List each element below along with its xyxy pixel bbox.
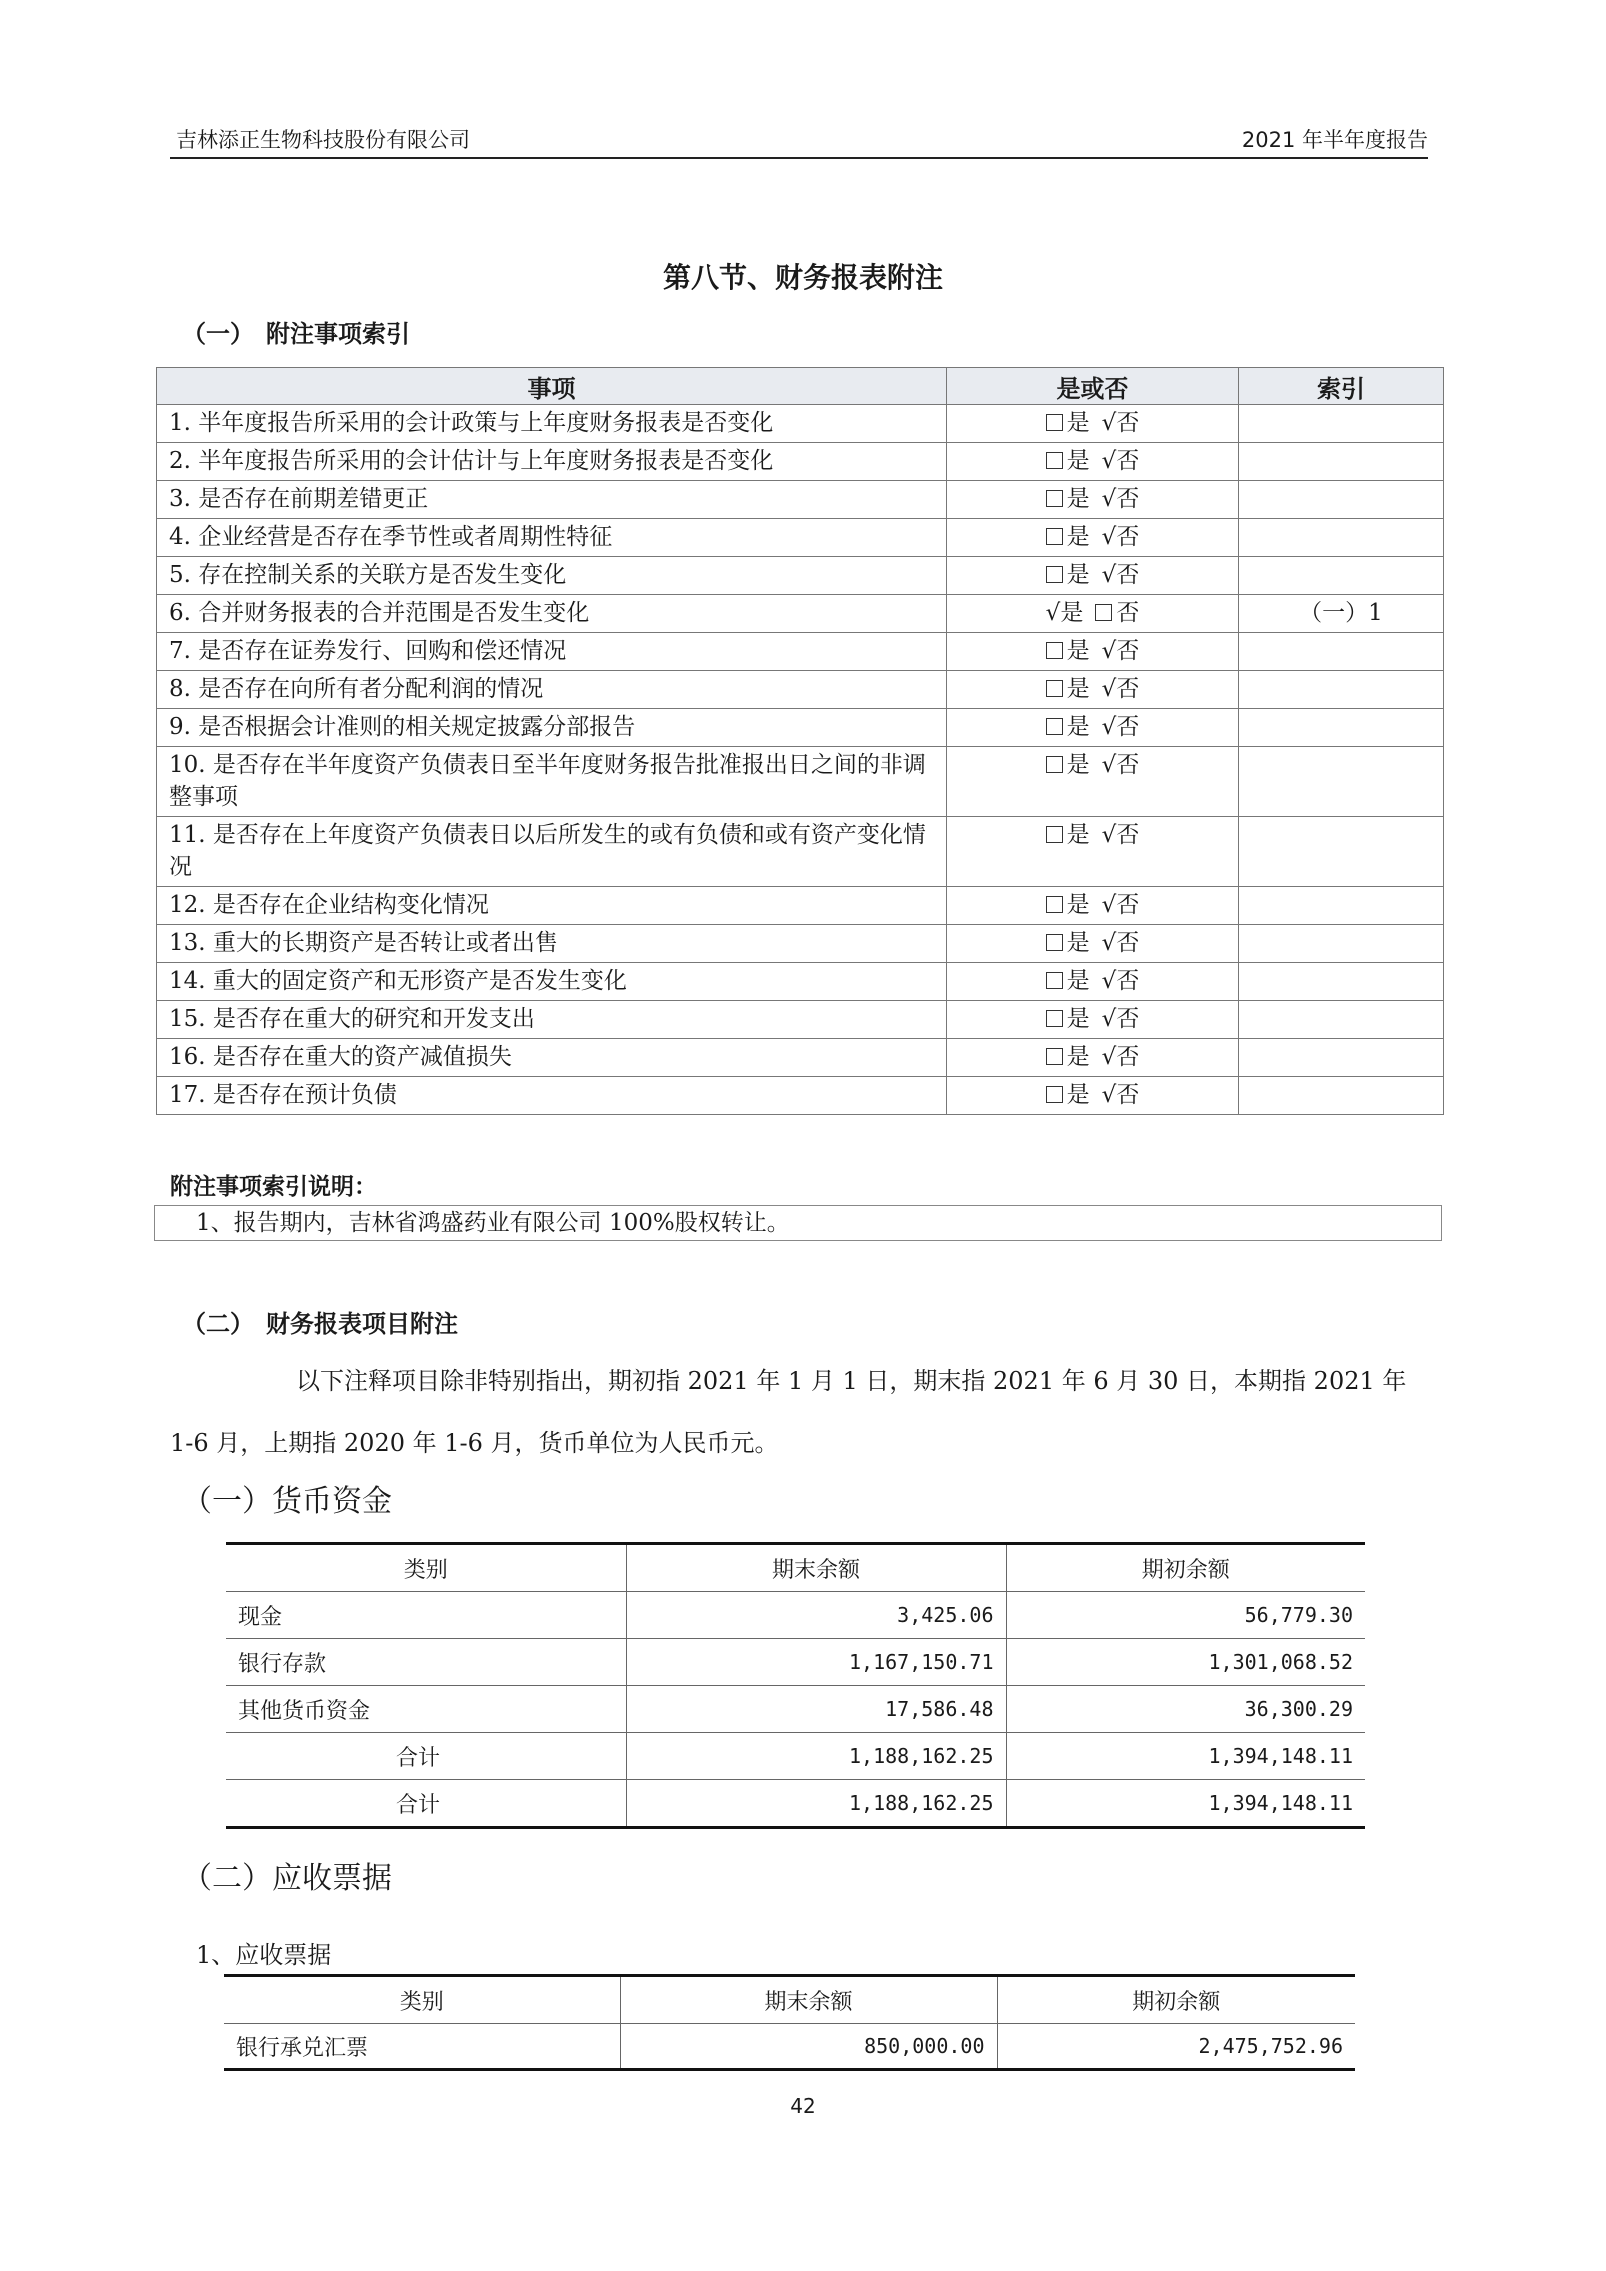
yes-no-cell (947, 747, 1239, 817)
yes-no-cell (947, 633, 1239, 671)
cash-heading: （一）货币资金 (182, 1484, 392, 1519)
ending-balance-cell: 17,586.48 (626, 1686, 1006, 1733)
empty-checkbox-icon (1046, 896, 1063, 913)
no-label: 否 (1116, 410, 1140, 436)
check-mark-icon: √ (1101, 1082, 1117, 1108)
table-row (226, 1639, 1365, 1686)
yes-option (1046, 638, 1090, 664)
no-option (1102, 486, 1140, 512)
no-option (1102, 638, 1140, 664)
table-row (157, 557, 1444, 595)
column-header: 是或否 (947, 368, 1239, 405)
table-row (157, 595, 1444, 633)
no-label: 否 (1116, 562, 1140, 588)
yes-label: 是 (1066, 930, 1090, 956)
yes-label: 是 (1066, 562, 1090, 588)
index-reference (1239, 443, 1444, 481)
index-reference (1239, 633, 1444, 671)
check-mark-icon: √ (1101, 968, 1117, 994)
no-option (1102, 1006, 1140, 1032)
table-row (157, 405, 1444, 443)
table-row (157, 709, 1444, 747)
ending-balance-cell: 1,188,162.25 (626, 1733, 1006, 1780)
no-label: 否 (1116, 714, 1140, 740)
column-header: 期初余额 (997, 1976, 1355, 2024)
no-option (1102, 714, 1140, 740)
index-item-text: 12. 是否存在企业结构变化情况 (157, 887, 947, 925)
header-company: 吉林添正生物科技股份有限公司 (176, 128, 470, 152)
index-reference (1239, 817, 1444, 887)
yes-option (1046, 1006, 1090, 1032)
yes-label: 是 (1066, 676, 1090, 702)
empty-checkbox-icon (1046, 452, 1063, 469)
index-reference (1239, 671, 1444, 709)
index-item-text: 16. 是否存在重大的资产减值损失 (157, 1039, 947, 1077)
index-item-text: 15. 是否存在重大的研究和开发支出 (157, 1001, 947, 1039)
ending-balance-cell: 3,425.06 (626, 1592, 1006, 1639)
table-row (226, 1592, 1365, 1639)
category-cell: 其他货币资金 (226, 1686, 626, 1733)
column-header: 期初余额 (1006, 1544, 1365, 1592)
no-label: 否 (1116, 1082, 1140, 1108)
check-mark-icon: √ (1101, 892, 1117, 918)
no-label: 否 (1116, 1006, 1140, 1032)
table-header-row (226, 1544, 1365, 1592)
yes-option (1046, 448, 1090, 474)
table-row (157, 925, 1444, 963)
no-option (1102, 676, 1140, 702)
check-mark-icon: √ (1045, 600, 1061, 626)
empty-checkbox-icon (1095, 604, 1112, 621)
no-option (1102, 892, 1140, 918)
index-reference (1239, 1039, 1444, 1077)
table-row (226, 1733, 1365, 1780)
cash-table (226, 1542, 1365, 1829)
column-header: 事项 (157, 368, 947, 405)
empty-checkbox-icon (1046, 826, 1063, 843)
table-row (157, 671, 1444, 709)
no-label: 否 (1116, 822, 1140, 848)
column-header: 索引 (1239, 368, 1444, 405)
yes-label: 是 (1066, 410, 1090, 436)
check-mark-icon: √ (1101, 752, 1117, 778)
beginning-balance-cell: 2,475,752.96 (997, 2024, 1355, 2070)
category-cell: 银行承兑汇票 (224, 2024, 620, 2070)
check-mark-icon: √ (1101, 822, 1117, 848)
items-section-title: （二） 财务报表项目附注 (182, 1309, 458, 1338)
no-option (1102, 930, 1140, 956)
yes-label: 是 (1066, 1082, 1090, 1108)
no-option (1102, 562, 1140, 588)
yes-option (1046, 714, 1090, 740)
table-row (157, 481, 1444, 519)
yes-no-cell (947, 709, 1239, 747)
yes-no-cell (947, 1039, 1239, 1077)
index-note-text: 1、报告期内，吉林省鸿盛药业有限公司 100%股权转让。 (196, 1210, 790, 1236)
yes-option (1046, 600, 1084, 626)
table-row (157, 887, 1444, 925)
beginning-balance-cell: 1,301,068.52 (1006, 1639, 1365, 1686)
receivables-subheading: 1、应收票据 (196, 1941, 332, 1969)
beginning-balance-cell: 1,394,148.11 (1006, 1780, 1365, 1828)
table-row (157, 443, 1444, 481)
check-mark-icon: √ (1101, 524, 1117, 550)
no-label: 否 (1116, 1044, 1140, 1070)
ending-balance-cell: 1,167,150.71 (626, 1639, 1006, 1686)
receivables-heading: （二）应收票据 (182, 1861, 392, 1896)
yes-no-cell (947, 1001, 1239, 1039)
index-item-text: 7. 是否存在证券发行、回购和偿还情况 (157, 633, 947, 671)
empty-checkbox-icon (1046, 528, 1063, 545)
index-item-text: 3. 是否存在前期差错更正 (157, 481, 947, 519)
column-header: 期末余额 (620, 1976, 997, 2024)
no-option (1102, 822, 1140, 848)
no-label: 否 (1116, 892, 1140, 918)
yes-label: 是 (1066, 752, 1090, 778)
table-row (157, 1077, 1444, 1115)
yes-no-cell (947, 671, 1239, 709)
yes-label: 是 (1066, 448, 1090, 474)
index-reference (1239, 963, 1444, 1001)
no-option (1102, 410, 1140, 436)
index-reference (1239, 405, 1444, 443)
yes-no-cell (947, 557, 1239, 595)
category-cell: 合计 (226, 1780, 626, 1828)
no-label: 否 (1116, 448, 1140, 474)
no-option (1102, 1044, 1140, 1070)
section-title: 第八节、财务报表附注 (662, 261, 943, 294)
no-label: 否 (1116, 752, 1140, 778)
yes-option (1046, 1044, 1090, 1070)
no-label: 否 (1116, 968, 1140, 994)
yes-label: 是 (1066, 892, 1090, 918)
check-mark-icon: √ (1101, 1044, 1117, 1070)
yes-label: 是 (1066, 714, 1090, 740)
index-note-title: 附注事项索引说明： (170, 1173, 377, 1200)
empty-checkbox-icon (1046, 642, 1063, 659)
table-row (157, 747, 1444, 817)
index-item-text: 8. 是否存在向所有者分配利润的情况 (157, 671, 947, 709)
table-row (226, 1686, 1365, 1733)
column-header: 类别 (226, 1544, 626, 1592)
empty-checkbox-icon (1046, 566, 1063, 583)
check-mark-icon: √ (1101, 638, 1117, 664)
yes-option (1046, 1082, 1090, 1108)
yes-label: 是 (1066, 1006, 1090, 1032)
index-item-text: 14. 重大的固定资产和无形资产是否发生变化 (157, 963, 947, 1001)
check-mark-icon: √ (1101, 562, 1117, 588)
yes-label: 是 (1066, 822, 1090, 848)
yes-option (1046, 676, 1090, 702)
index-reference (1239, 747, 1444, 817)
notes-index-table (156, 367, 1444, 1115)
ending-balance-cell: 1,188,162.25 (626, 1780, 1006, 1828)
index-reference (1239, 1001, 1444, 1039)
table-header-row (157, 368, 1444, 405)
yes-option (1046, 486, 1090, 512)
empty-checkbox-icon (1046, 680, 1063, 697)
table-row (224, 2024, 1355, 2070)
empty-checkbox-icon (1046, 972, 1063, 989)
yes-option (1046, 562, 1090, 588)
no-option (1102, 524, 1140, 550)
beginning-balance-cell: 56,779.30 (1006, 1592, 1365, 1639)
yes-no-cell (947, 817, 1239, 887)
yes-no-cell (947, 925, 1239, 963)
yes-label: 是 (1066, 486, 1090, 512)
check-mark-icon: √ (1101, 930, 1117, 956)
index-item-text: 11. 是否存在上年度资产负债表日以后所发生的或有负债和或有资产变化情况 (157, 817, 947, 887)
yes-no-cell (947, 405, 1239, 443)
yes-label: 是 (1060, 600, 1084, 626)
index-item-text: 4. 企业经营是否存在季节性或者周期性特征 (157, 519, 947, 557)
yes-no-cell (947, 963, 1239, 1001)
index-reference (1239, 519, 1444, 557)
items-section-paragraph: 以下注释项目除非特别指出，期初指 2021 年 1 月 1 日，期末指 2021 年 6 月 30 日，本期指 2021 年 1-6 月，上期指 2020 年 1-6 月，货币单位为人民币元。 (170, 1367, 1407, 1457)
check-mark-icon: √ (1101, 714, 1117, 740)
yes-option (1046, 822, 1090, 848)
page-number: 42 (790, 2094, 816, 2118)
index-reference (1239, 925, 1444, 963)
empty-checkbox-icon (1046, 490, 1063, 507)
yes-option (1046, 968, 1090, 994)
table-row (157, 963, 1444, 1001)
yes-no-cell (947, 887, 1239, 925)
no-option (1095, 600, 1139, 626)
header-report-title: 2021 年半年度报告 (1241, 128, 1428, 152)
empty-checkbox-icon (1046, 718, 1063, 735)
index-item-text: 9. 是否根据会计准则的相关规定披露分部报告 (157, 709, 947, 747)
yes-no-cell (947, 443, 1239, 481)
category-cell: 银行存款 (226, 1639, 626, 1686)
index-item-text: 1. 半年度报告所采用的会计政策与上年度财务报表是否变化 (157, 405, 947, 443)
check-mark-icon: √ (1101, 1006, 1117, 1032)
index-reference (1239, 709, 1444, 747)
index-item-text: 6. 合并财务报表的合并范围是否发生变化 (157, 595, 947, 633)
index-reference (1239, 1077, 1444, 1115)
beginning-balance-cell: 1,394,148.11 (1006, 1733, 1365, 1780)
no-label: 否 (1116, 930, 1140, 956)
index-item-text: 5. 存在控制关系的关联方是否发生变化 (157, 557, 947, 595)
no-label: 否 (1116, 524, 1140, 550)
yes-no-cell (947, 481, 1239, 519)
yes-option (1046, 752, 1090, 778)
no-option (1102, 752, 1140, 778)
yes-no-cell (947, 595, 1239, 633)
yes-label: 是 (1066, 638, 1090, 664)
index-reference (1239, 887, 1444, 925)
column-header: 类别 (224, 1976, 620, 2024)
ending-balance-cell: 850,000.00 (620, 2024, 997, 2070)
table-header-row (224, 1976, 1355, 2024)
table-row (157, 1001, 1444, 1039)
empty-checkbox-icon (1046, 934, 1063, 951)
yes-option (1046, 930, 1090, 956)
index-item-text: 10. 是否存在半年度资产负债表日至半年度财务报告批准报出日之间的非调整事项 (157, 747, 947, 817)
yes-no-cell (947, 1077, 1239, 1115)
empty-checkbox-icon (1046, 1010, 1063, 1027)
index-item-text: 13. 重大的长期资产是否转让或者出售 (157, 925, 947, 963)
table-row (157, 633, 1444, 671)
empty-checkbox-icon (1046, 1048, 1063, 1065)
category-cell: 合计 (226, 1733, 626, 1780)
receivables-table (224, 1974, 1355, 2071)
index-item-text: 2. 半年度报告所采用的会计估计与上年度财务报表是否变化 (157, 443, 947, 481)
index-item-text: 17. 是否存在预计负债 (157, 1077, 947, 1115)
no-option (1102, 968, 1140, 994)
table-row (157, 519, 1444, 557)
beginning-balance-cell: 36,300.29 (1006, 1686, 1365, 1733)
header-divider (170, 157, 1428, 159)
index-section-title: （一） 附注事项索引 (182, 319, 410, 348)
category-cell: 现金 (226, 1592, 626, 1639)
check-mark-icon: √ (1101, 448, 1117, 474)
no-option (1102, 448, 1140, 474)
yes-option (1046, 524, 1090, 550)
index-reference (1239, 481, 1444, 519)
column-header: 期末余额 (626, 1544, 1006, 1592)
no-label: 否 (1116, 486, 1140, 512)
yes-option (1046, 892, 1090, 918)
table-row (226, 1780, 1365, 1828)
yes-label: 是 (1066, 968, 1090, 994)
index-reference: （一）1 (1239, 595, 1444, 633)
check-mark-icon: √ (1101, 410, 1117, 436)
yes-label: 是 (1066, 524, 1090, 550)
index-reference (1239, 557, 1444, 595)
yes-option (1046, 410, 1090, 436)
check-mark-icon: √ (1101, 676, 1117, 702)
no-label: 否 (1116, 600, 1140, 626)
empty-checkbox-icon (1046, 414, 1063, 431)
empty-checkbox-icon (1046, 1086, 1063, 1103)
table-row (157, 1039, 1444, 1077)
no-label: 否 (1116, 676, 1140, 702)
no-option (1102, 1082, 1140, 1108)
yes-no-cell (947, 519, 1239, 557)
empty-checkbox-icon (1046, 756, 1063, 773)
yes-label: 是 (1066, 1044, 1090, 1070)
no-label: 否 (1116, 638, 1140, 664)
table-row (157, 817, 1444, 887)
check-mark-icon: √ (1101, 486, 1117, 512)
